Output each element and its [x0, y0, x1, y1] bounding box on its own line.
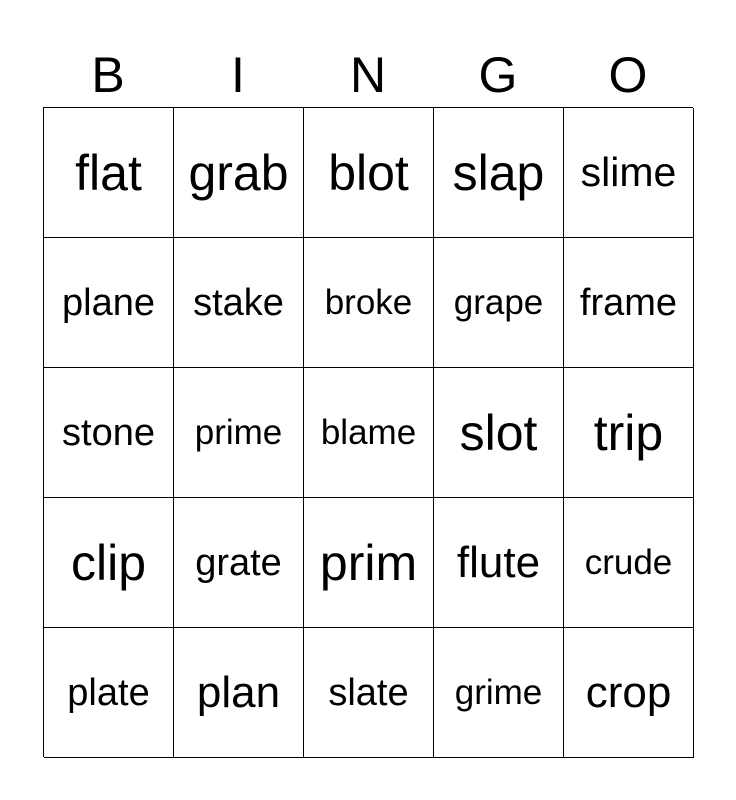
- bingo-cell[interactable]: plate: [44, 628, 174, 758]
- bingo-cell[interactable]: plan: [174, 628, 304, 758]
- header-letter-b: B: [91, 47, 125, 103]
- bingo-cell[interactable]: flat: [44, 108, 174, 238]
- header-letter-n: N: [349, 47, 387, 103]
- bingo-cell[interactable]: grab: [174, 108, 304, 238]
- bingo-cell[interactable]: slime: [564, 108, 694, 238]
- bingo-cell[interactable]: slot: [434, 368, 564, 498]
- bingo-cell[interactable]: stone: [44, 368, 174, 498]
- bingo-cell[interactable]: plane: [44, 238, 174, 368]
- bingo-cell[interactable]: crude: [564, 498, 694, 628]
- bingo-cell[interactable]: blot: [304, 108, 434, 238]
- bingo-cell[interactable]: grime: [434, 628, 564, 758]
- bingo-cell[interactable]: grape: [434, 238, 564, 368]
- bingo-cell[interactable]: broke: [304, 238, 434, 368]
- header-letter-g: G: [478, 47, 518, 103]
- bingo-cell[interactable]: prim: [304, 498, 434, 628]
- bingo-cell[interactable]: frame: [564, 238, 694, 368]
- bingo-cell[interactable]: slap: [434, 108, 564, 238]
- bingo-header: [43, 44, 693, 106]
- bingo-cell[interactable]: blame: [304, 368, 434, 498]
- header-letter-o: O: [608, 47, 648, 103]
- bingo-cell[interactable]: crop: [564, 628, 694, 758]
- bingo-cell[interactable]: trip: [564, 368, 694, 498]
- bingo-cell[interactable]: slate: [304, 628, 434, 758]
- bingo-cell[interactable]: stake: [174, 238, 304, 368]
- bingo-cell[interactable]: flute: [434, 498, 564, 628]
- bingo-cell[interactable]: prime: [174, 368, 304, 498]
- bingo-cell[interactable]: clip: [44, 498, 174, 628]
- header-letter-i: I: [231, 47, 245, 103]
- bingo-grid: [43, 107, 693, 757]
- bingo-cell[interactable]: grate: [174, 498, 304, 628]
